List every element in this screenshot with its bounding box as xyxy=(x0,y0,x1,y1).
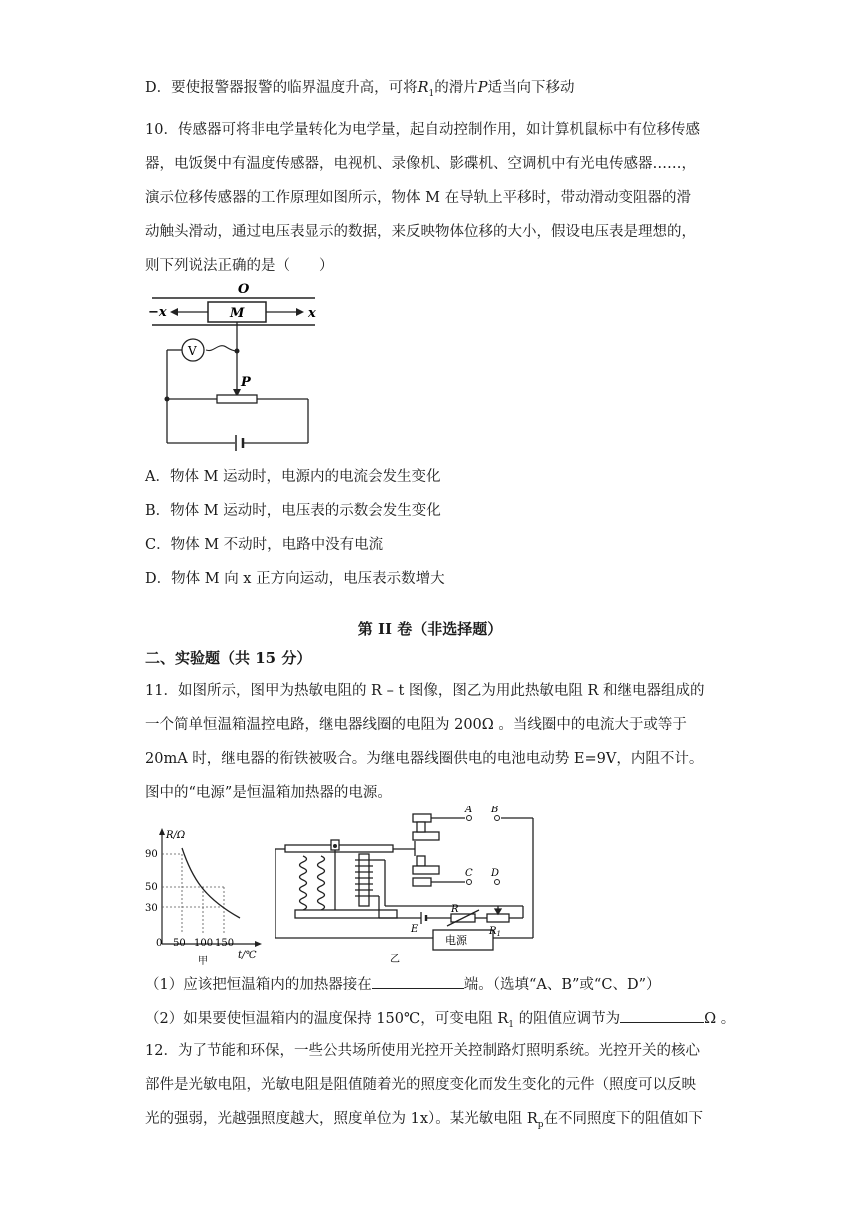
q12-stem-line-3 xyxy=(145,1109,703,1135)
q9-option-d-prefix: D．要使报警器报警的临界温度升高，可将 xyxy=(145,80,418,96)
q11-label-r1: $R_1$ xyxy=(489,926,501,938)
q11-stem-line-1: 11．如图所示，图甲为热敏电阻的 R – t 图像，图乙为用此热敏电阻 R 和继电器组成的 xyxy=(145,683,705,699)
q10-label-v: V xyxy=(188,344,197,358)
q11-sub2-answer-blank[interactable] xyxy=(620,1008,704,1023)
q10-stem-line-5: 则下列说法正确的是（ ） xyxy=(145,258,334,274)
q10-option-c: C．物体 M 不动时，电路中没有电流 xyxy=(145,537,384,553)
q10-displacement-sensor-figure xyxy=(140,280,340,455)
q11-rt-graph xyxy=(140,826,270,966)
q11-sub2-text-b: 的阻值应调节为 xyxy=(514,1011,621,1027)
q11-graph-x-tick-0: 0 xyxy=(156,938,163,949)
q10-stem-line-3: 演示位移传感器的工作原理如图所示，物体 M 在导轨上平移时，带动滑动变阻器的滑 xyxy=(145,190,692,206)
part2-title: 第 II 卷（非选择题） xyxy=(357,620,503,638)
q11-sub2-unit: Ω 。 xyxy=(704,1011,736,1027)
q9-option-d-suffix: 适当向下移动 xyxy=(487,80,575,96)
q11-sub1-answer-blank[interactable] xyxy=(372,974,464,989)
q11-relay-circuit xyxy=(275,806,535,966)
q11-graph-x-tick-150: 150 xyxy=(215,938,235,949)
q11-graph-y-tick-50: 50 xyxy=(145,882,158,893)
q11-graph-y-label: R/Ω xyxy=(166,830,186,841)
q11-stem-line-4: 图中的“电源”是恒温箱加热器的电源。 xyxy=(145,785,392,801)
q11-terminal-a xyxy=(467,816,472,821)
q10-option-d: D．物体 M 向 x 正方向运动，电压表示数增大 xyxy=(145,571,445,587)
q11-sub2-sub: 1 xyxy=(508,1019,514,1030)
q12-stem-line-2: 部件是光敏电阻，光敏电阻是阻值随着光的照度变化而发生变化的元件（照度可以反映 xyxy=(145,1077,696,1093)
q11-stem-line-3: 20mA 时，继电器的衔铁被吸合。为继电器线圈供电的电池电动势 E=9V，内阻不计。 xyxy=(145,751,704,767)
q10-stem-line-1: 10．传感器可将非电学量转化为电学量，起自动控制作用，如计算机鼠标中有位移传感 xyxy=(145,122,700,138)
q12-stem-line-3b: 在不同照度下的阻值如下 xyxy=(543,1111,704,1127)
q11-terminal-d xyxy=(495,880,500,885)
q12-rp-sub: p xyxy=(537,1119,544,1130)
q9-option-d-p: P xyxy=(477,80,488,96)
q11-label-b: B xyxy=(491,806,499,815)
q11-rt-curve xyxy=(182,848,240,918)
q11-sub1 xyxy=(145,974,660,995)
q9-option-d-mid: 的滑片 xyxy=(434,80,478,96)
q11-label-e: E xyxy=(411,924,419,935)
q10-label-pos-x: x xyxy=(308,306,316,321)
section-heading: 二、实验题（共 15 分） xyxy=(145,649,312,667)
q10-option-b: B．物体 M 运动时，电压表的示数会发生变化 xyxy=(145,503,441,519)
q11-label-a: A xyxy=(465,806,473,815)
q11-sub1-text: （1）应该把恒温箱内的加热器接在 xyxy=(145,977,372,993)
q11-graph-y-tick-30: 30 xyxy=(145,903,158,914)
q11-graph-x-tick-50: 50 xyxy=(173,938,186,949)
q10-label-p: P xyxy=(241,375,251,390)
q11-graph-caption: 甲 xyxy=(198,956,208,966)
q11-sub1-hint: 端。（选填“A、B”或“C、D”） xyxy=(463,977,661,993)
q11-terminal-c xyxy=(467,880,472,885)
q11-sub2 xyxy=(145,1008,735,1035)
q11-circuit-caption: 乙 xyxy=(390,954,400,965)
q11-terminal-b xyxy=(495,816,500,821)
q10-rheostat xyxy=(217,395,257,403)
q9-option-d-var: R xyxy=(417,80,429,96)
q11-graph-y-tick-90: 90 xyxy=(145,849,158,860)
q11-graph-x-tick-100: 100 xyxy=(194,938,214,949)
q10-label-m: M xyxy=(230,306,245,321)
q11-label-r: R xyxy=(451,904,459,915)
q11-sub2-text: （2）如果要使恒温箱内的温度保持 150℃，可变电阻 R xyxy=(145,1011,509,1027)
q11-stem-line-2: 一个简单恒温箱温控电路，继电器线圈的电阻为 200Ω 。当线圈中的电流大于或等于 xyxy=(145,717,687,733)
q10-option-a: A．物体 M 运动时，电源内的电流会发生变化 xyxy=(145,469,441,485)
q10-label-neg-x: −x xyxy=(148,305,167,320)
q10-stem-line-2: 器，电饭煲中有温度传感器，电视机、录像机、影碟机、空调机中有光电传感器……， xyxy=(145,156,696,172)
q9-option-d-sub: 1 xyxy=(428,88,435,99)
q10-stem-line-4: 动触头滑动，通过电压表显示的数据，来反映物体位移的大小，假设电压表是理想的， xyxy=(145,224,696,240)
q11-label-c: C xyxy=(465,868,473,879)
q11-graph-x-label: t/℃ xyxy=(238,950,257,961)
q11-label-d: D xyxy=(491,868,500,879)
q12-stem-line-1: 12．为了节能和环保，一些公共场所使用光控开关控制路灯照明系统。光控开关的核心 xyxy=(145,1043,700,1059)
q11-label-source: 电源 xyxy=(445,934,467,947)
q12-stem-line-3a: 光的强弱，光越强照度越大，照度单位为 1x）。某光敏电阻 R xyxy=(145,1111,538,1127)
q10-label-o: O xyxy=(238,282,250,297)
q9-option-d xyxy=(145,78,575,104)
